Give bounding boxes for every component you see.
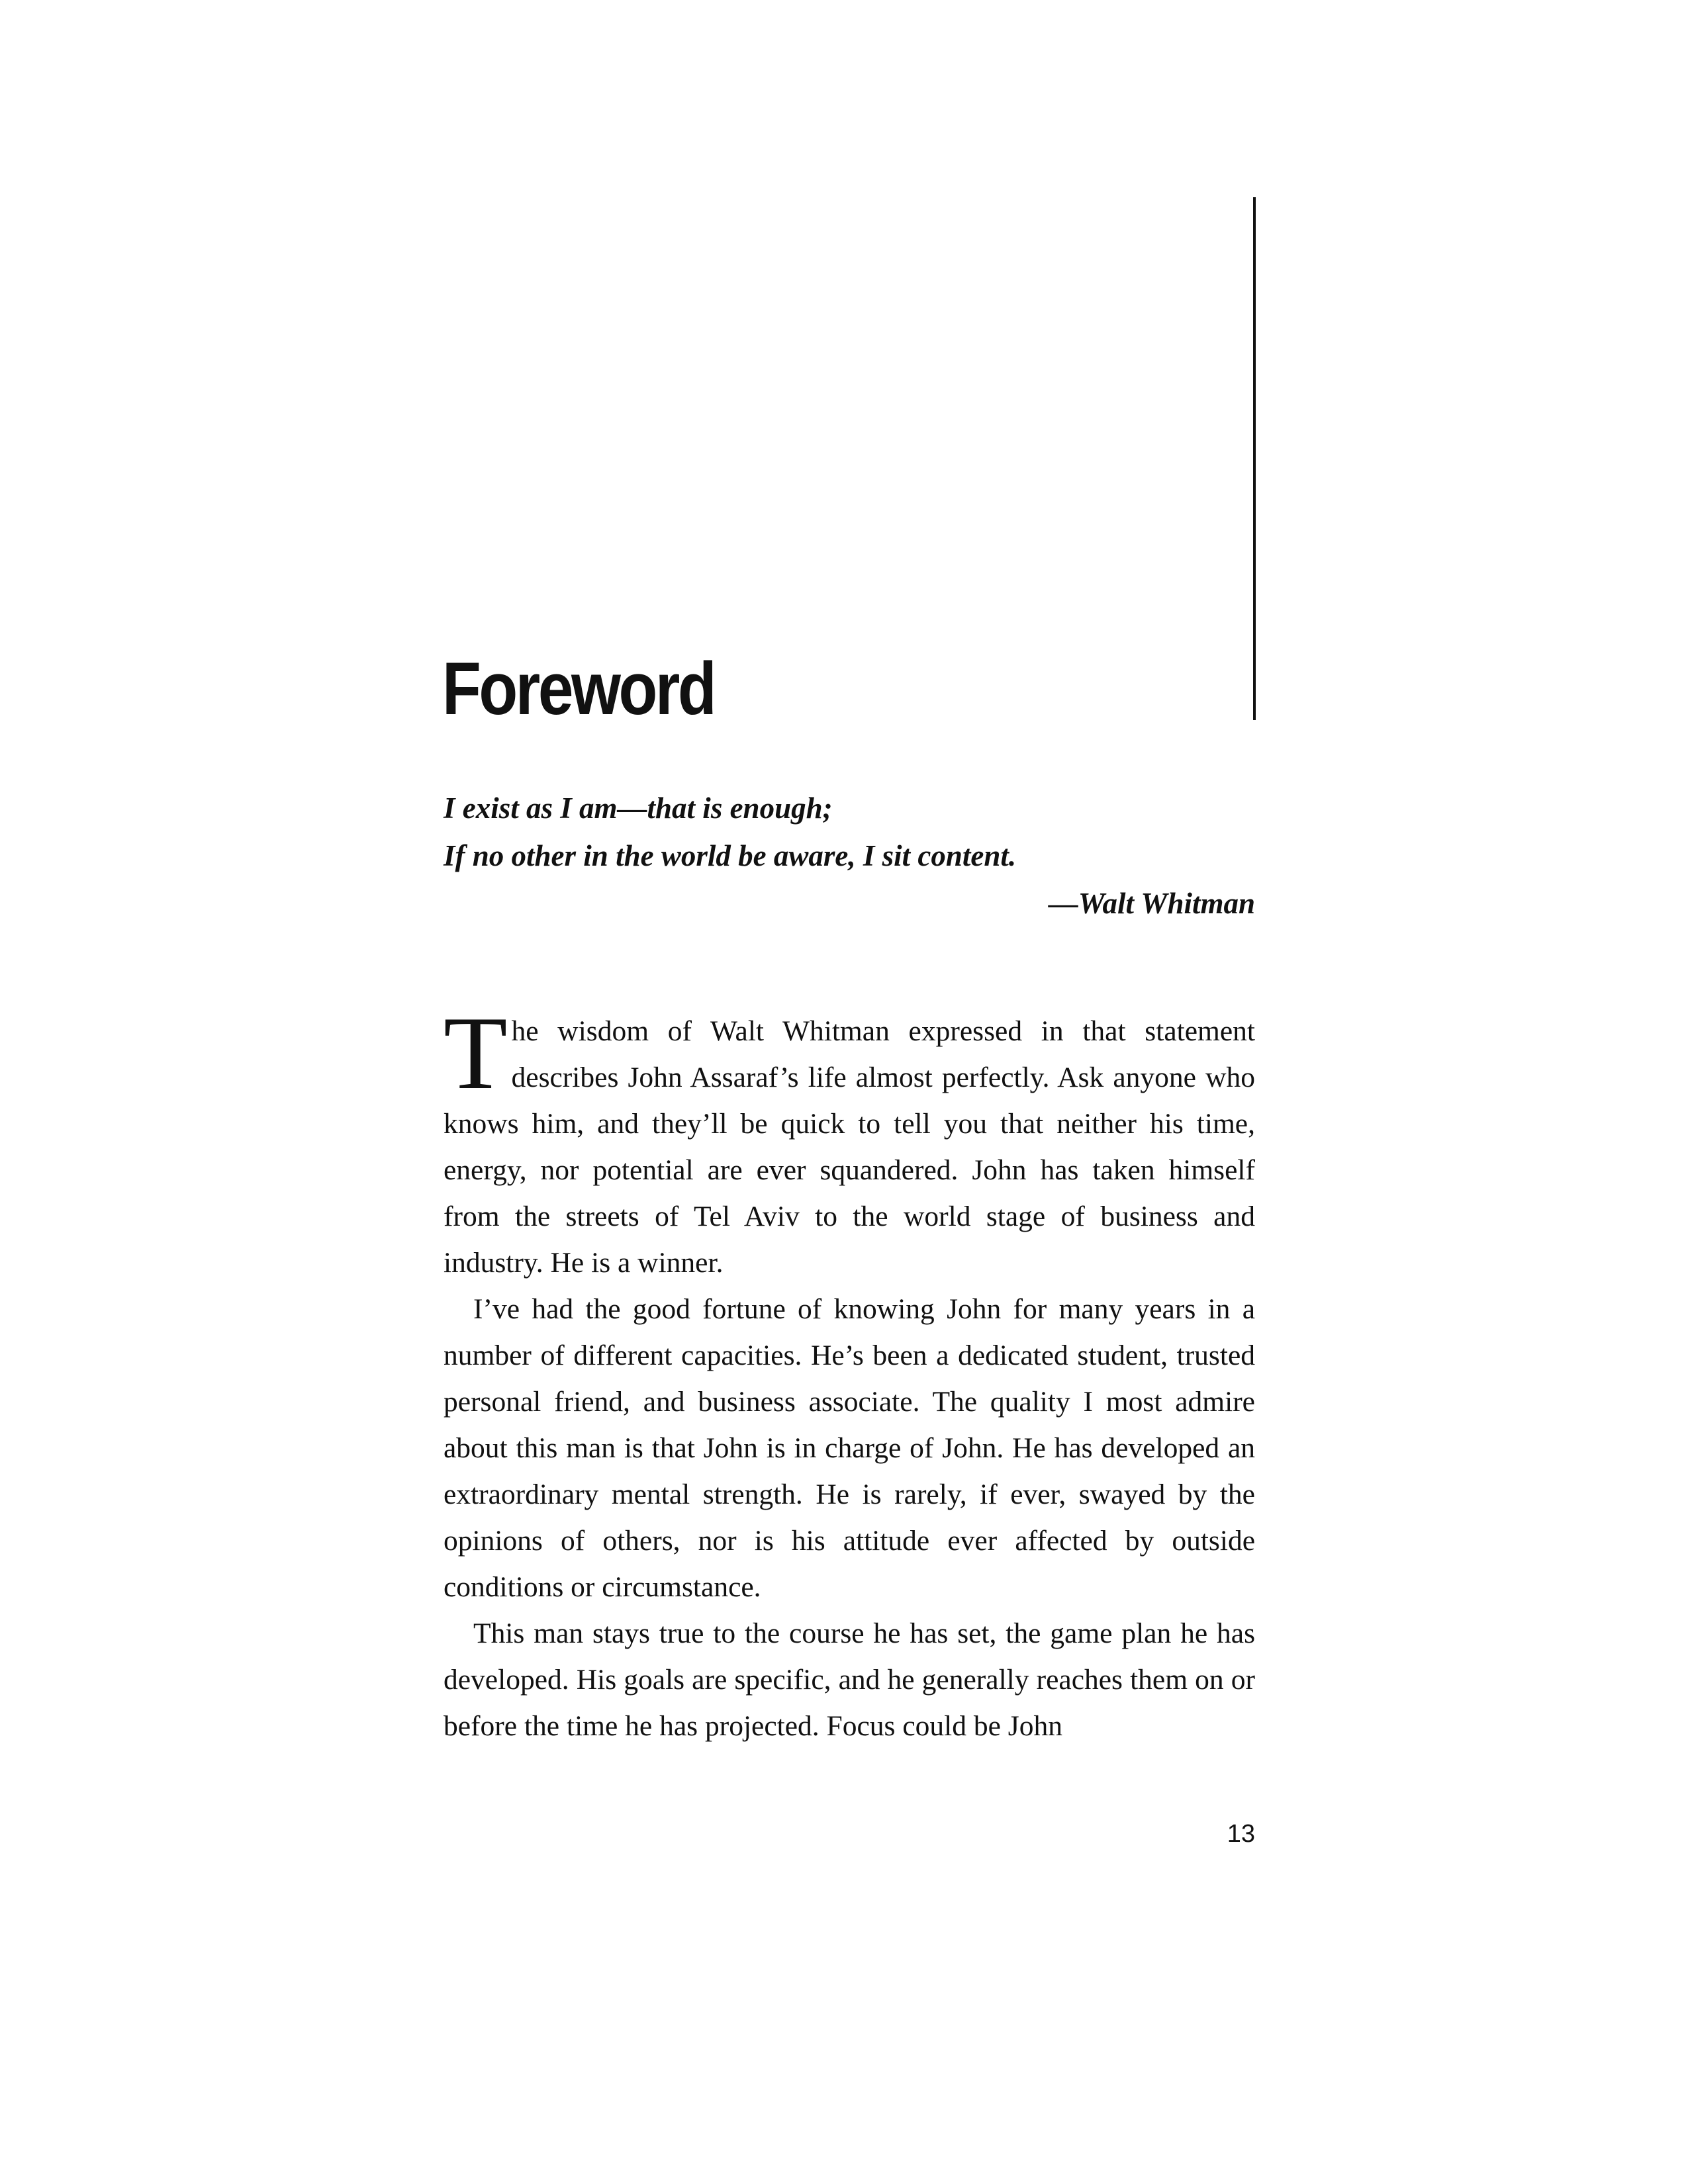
paragraph-2: I’ve had the good fortune of knowing John for many years in a number of different capacities. He’s been a dedicated student, trusted personal friend, and business associate. The quality I most admire about this man is that John is in charge of John. He has developed an extraordinary mental strength. He is rarely, if ever, swayed by the opinions of others, nor is his attitude ever affected by outside conditions or circumstance. (444, 1293, 1255, 1603)
chapter-vertical-rule (1253, 197, 1256, 720)
paragraph-3: This man stays true to the course he has set, the game plan he has developed. His goals are specific, and he generally reaches them on or before the time he has projected. Focus could be John (444, 1617, 1255, 1742)
epigraph-line-1: I exist as I am—that is enough; (444, 792, 833, 825)
body-text (444, 995, 1255, 1749)
epigraph-line-2: If no other in the world be aware, I sit content. (444, 839, 1017, 872)
chapter-title: Foreword (442, 647, 715, 730)
epigraph (444, 784, 1255, 927)
epigraph-attribution: —Walt Whitman (1048, 887, 1255, 920)
page-number: 13 (1227, 1820, 1255, 1848)
paragraph-1: The wisdom of Walt Whitman expressed in that statement describes John Assaraf’s life almost perfectly. Ask anyone who knows him, and they’ll be quick to tell you that neither his time, energy, nor potential are ever squandered. John has taken himself from the streets of Tel Aviv to the world stage of business and industry. He is a winner. (444, 995, 1255, 1279)
